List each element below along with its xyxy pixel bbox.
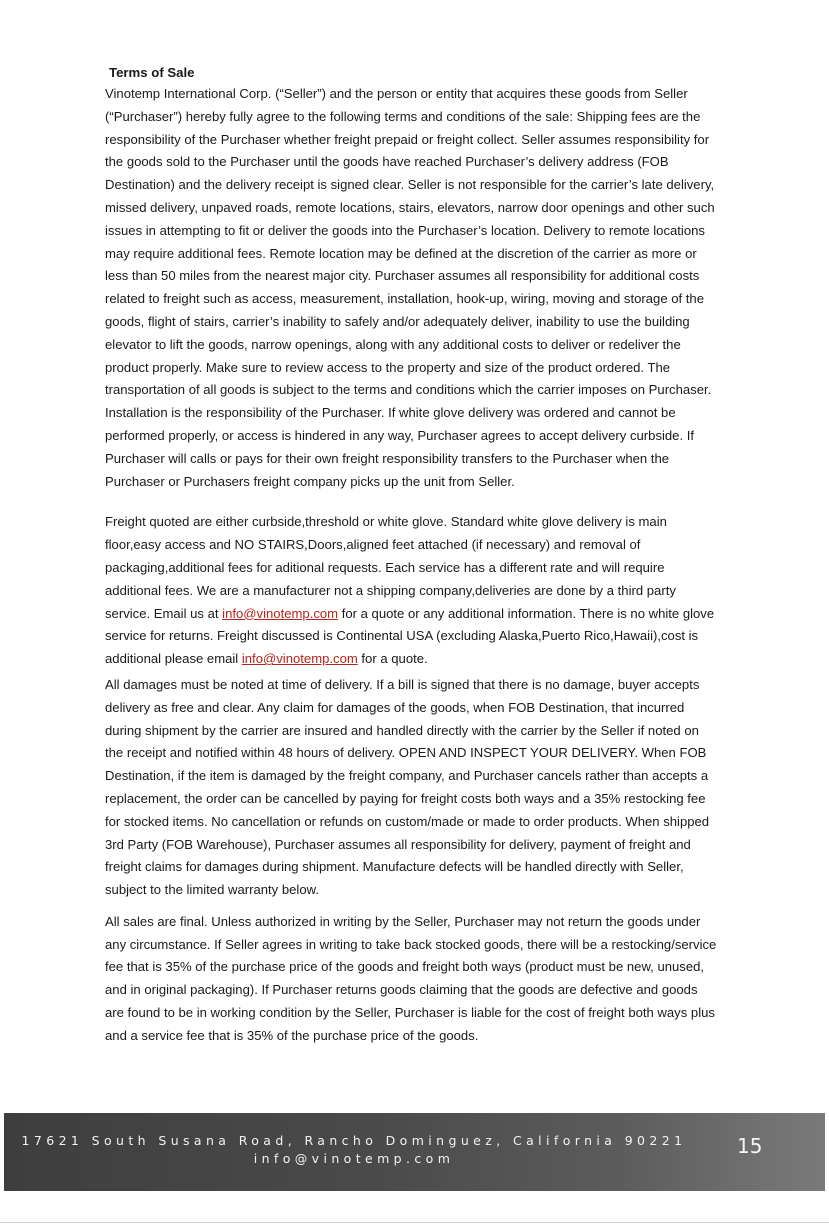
bottom-divider	[0, 1222, 829, 1223]
footer-address: 17621 South Susana Road, Rancho Dominguez, California 90221	[21, 1133, 687, 1148]
freight-text-1: Freight quoted are either curbside,threshold or white glove. Standard white glove delivery is main floor,easy access and NO STAIRS,Doors,aligned feet attached (if necessary) and removal of packaging,additional fees for aditional requests. Each service has a different rate and will require additional fees. We are a manufacturer not a shipping company,deliveries are done by a third party service. Email us at	[105, 514, 676, 621]
terms-paragraph-freight	[105, 511, 717, 671]
email-link[interactable]: info@vinotemp.com	[222, 605, 339, 621]
freight-text-3: for a quote.	[357, 651, 428, 667]
page-number: 15	[737, 1134, 763, 1158]
footer-email: info@vinotemp.com	[253, 1151, 455, 1166]
page-footer	[4, 1113, 825, 1191]
terms-paragraph-damages: All damages must be noted at time of delivery. If a bill is signed that there is no damage, buyer accepts delivery as free and clear. Any claim for damages of the goods, when FOB Destination, that incurred during shipment by the carrier are insured and handled directly with the carrier by the Seller if noted on the receipt and notified within 48 hours of delivery. OPEN AND INSPECT YOUR DELIVERY. When FOB Destination, if the item is damaged by the freight company, and Purchaser cancels rather than accepts a replacement, the order can be cancelled by paying for freight costs both ways and a 35% restocking fee for stocked items. No cancellation or refunds on custom/made or made to order products. When shipped 3rd Party (FOB Warehouse), Purchaser assumes all responsibility for delivery, payment of freight and freight claims for damages during shipment. Manufacture defects will be handled directly with Seller, subject to the limited warranty below.	[105, 676, 710, 898]
terms-paragraph-returns: All sales are final. Unless authorized in writing by the Seller, Purchaser may not return the goods under any circumstance. If Seller agrees in writing to take back stocked goods, there will be a restocking/service fee that is 35% of the purchase price of the goods and freight both ways (product must be new, unused, and in original packaging). If Purchaser returns goods claiming that the goods are defective and goods are found to be in working condition by the Seller, Purchaser is liable for the cost of freight both ways plus and a service fee that is 35% of the purchase price of the goods.	[105, 913, 717, 1043]
document-body	[105, 64, 717, 1048]
page-title: Terms of Sale	[109, 65, 195, 80]
freight-text-2: for a quote or any additional information. There is no white glove service for returns. Freight discussed is Continental USA (excluding Alaska,Puerto Rico,Hawaii),cost is additional please email	[105, 605, 715, 667]
email-link[interactable]: info@vinotemp.com	[241, 651, 358, 667]
terms-paragraph-shipping: Vinotemp International Corp. (“Seller”) and the person or entity that acquires these goods from Seller (“Purchaser”) hereby fully agree to the following terms and conditions of the sale: Shipping fees are the responsibility of the Purchaser whether freight prepaid or freight collect. Seller assumes responsibility for the goods sold to the Purchaser until the goods have reached Purchaser’s delivery address (FOB Destination) and the delivery receipt is signed clear. Seller is not responsible for the carrier’s late delivery, missed delivery, unpaved roads, remote locations, stairs, elevators, narrow door openings and other such issues in attempting to fit or deliver the goods into the Purchaser’s location. Delivery to remote locations may require additional fees. Remote location may be defined at the discretion of the carrier as more or less than 50 miles from the nearest major city. Purchaser assumes all responsibility for additional costs related to freight such as access, measurement, installation, hook-up, wiring, moving and storage of the goods, flight of stairs, carrier’s inability to safely and/or adequately deliver, inability to use the building elevator to lift the goods, narrow openings, along with any additional costs to deliver or redeliver the product properly. Make sure to review access to the property and size of the product ordered. The transportation of all goods is subject to the terms and conditions which the carrier imposes on Purchaser. Installation is the responsibility of the Purchaser. If white glove delivery was ordered and cannot be performed properly, or access is hindered in any way, Purchaser agrees to accept delivery curbside. If Purchaser will calls or pays for their own freight responsibility transfers to the Purchaser when the Purchaser or Purchasers freight company picks up the unit from Seller.	[105, 86, 715, 489]
